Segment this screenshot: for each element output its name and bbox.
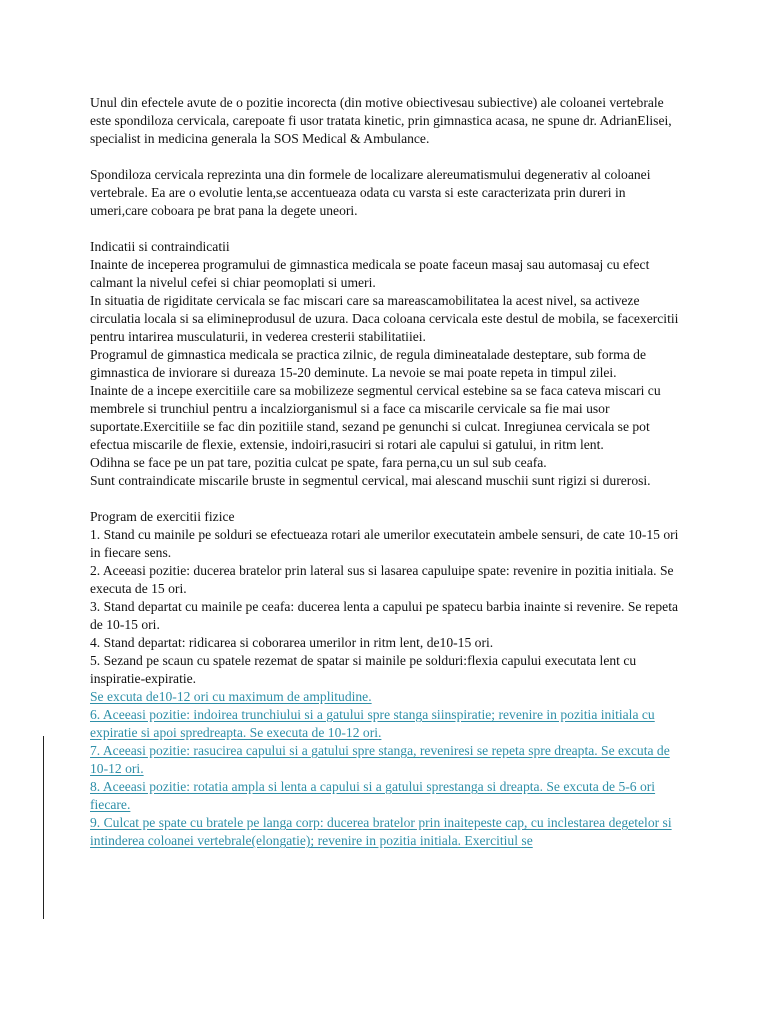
indications-paragraph: Inainte de a incepe exercitiile care sa mobilizeze segmentul cervical estebine sa se faca cateva miscari cu membrele si trunchiul pentru a incalziorganismul si a face ca miscarile cervicale sa fie mai usor suportate.Exercitiile se fac din pozitiile stand, sezand pe genunchi si culcat. Inregiunea cervicala se pot efectua miscarile de flexie, extensie, indoiri,rasuciri si rotari ale capului si gatului, in ritm lent.: [90, 383, 661, 452]
indications-paragraph: Sunt contraindicate miscarile bruste in segmentul cervical, mai alescand muschii sunt rigizi si durerosi.: [90, 473, 651, 488]
intro-paragraph: Unul din efectele avute de o pozitie incorecta (din motive obiectivesau subiective) ale coloanei vertebrale este spondiloza cervicala, carepoate fi usor tratata kinetic, prin gimnastica acasa, ne spune dr. AdrianElisei, specialist in medicina generala la SOS Medical & Ambulance.: [90, 95, 672, 146]
exercise-item: 4. Stand departat: ridicarea si coborarea umerilor in ritm lent, de10-15 ori.: [90, 635, 494, 650]
indications-paragraph: Inainte de inceperea programului de gimnastica medicala se poate faceun masaj sau automasaj cu efect calmant la nivelul cefei si chiar peomoplati si umeri.: [90, 257, 650, 290]
exercise-item: 1. Stand cu mainile pe solduri se efectueaza rotari ale umerilor executatein ambele sensuri, de cate 10-15 ori in fiecare sens.: [90, 527, 679, 560]
exercise-link[interactable]: 6. Aceeasi pozitie: indoirea trunchiului si a gatului spre stanga siinspiratie; revenire in pozitia initiala cu expiratie si apoi spredreapta. Se executa de 10-12 ori.: [90, 707, 655, 740]
program-heading: Program de exercitii fizice: [90, 509, 235, 524]
exercise-link[interactable]: Se excuta de10-12 ori cu maximum de amplitudine.: [90, 689, 372, 704]
indications-paragraph: Odihna se face pe un pat tare, pozitia culcat pe spate, fara perna,cu un sul sub ceafa.: [90, 455, 547, 470]
exercise-item: 2. Aceeasi pozitie: ducerea bratelor prin lateral sus si lasarea capuluipe spate: revenire in pozitia initiala. Se executa de 15 ori.: [90, 563, 674, 596]
exercise-link[interactable]: 9. Culcat pe spate cu bratele pe langa corp: ducerea bratelor prin inaitepeste cap, cu inclestarea degetelor si intinderea coloanei vertebrale(elongatie); revenire in pozitia initiala. Exercitiul se: [90, 815, 672, 848]
definition-paragraph: Spondiloza cervicala reprezinta una din formele de localizare alereumatismului degenerativ al coloanei vertebrale. Ea are o evolutie lenta,se accentueaza odata cu varsta si este caracterizata prin dureri in umeri,care coboara pe brat pana la degete uneori.: [90, 167, 651, 218]
exercise-link[interactable]: 7. Aceeasi pozitie: rasucirea capului si a gatului spre stanga, reveniresi se repeta spre dreapta. Se excuta de 10-12 ori.: [90, 743, 670, 776]
change-bar: [43, 736, 44, 919]
spacer: [90, 220, 686, 238]
spacer: [90, 148, 686, 166]
indications-paragraph: Programul de gimnastica medicala se practica zilnic, de regula dimineatalade desteptare, sub forma de gimnastica de inviorare si dureaza 15-20 deminute. La nevoie se mai poate repeta in timpul zilei.: [90, 347, 646, 380]
exercise-item: 5. Sezand pe scaun cu spatele rezemat de spatar si mainile pe solduri:flexia capului executata lent cu inspiratie-expiratie.: [90, 653, 637, 686]
document-page: [90, 94, 686, 850]
indications-paragraph: In situatia de rigiditate cervicala se fac miscari care sa mareascamobilitatea la acest nivel, sa activeze circulatia locala si sa elimineprodusul de uzura. Daca coloana cervicala este destul de mobila, se facexercitii pentru intarirea musculaturii, in vederea cresterii stabilitatiiei.: [90, 293, 679, 344]
spacer: [90, 490, 686, 508]
exercise-item: 3. Stand departat cu mainile pe ceafa: ducerea lenta a capului pe spatecu barbia inainte si revenire. Se repeta de 10-15 ori.: [90, 599, 679, 632]
indications-heading: Indicatii si contraindicatii: [90, 239, 230, 254]
exercise-link[interactable]: 8. Aceeasi pozitie: rotatia ampla si lenta a capului si a gatului sprestanga si dreapta. Se excuta de 5-6 ori fiecare.: [90, 779, 656, 812]
